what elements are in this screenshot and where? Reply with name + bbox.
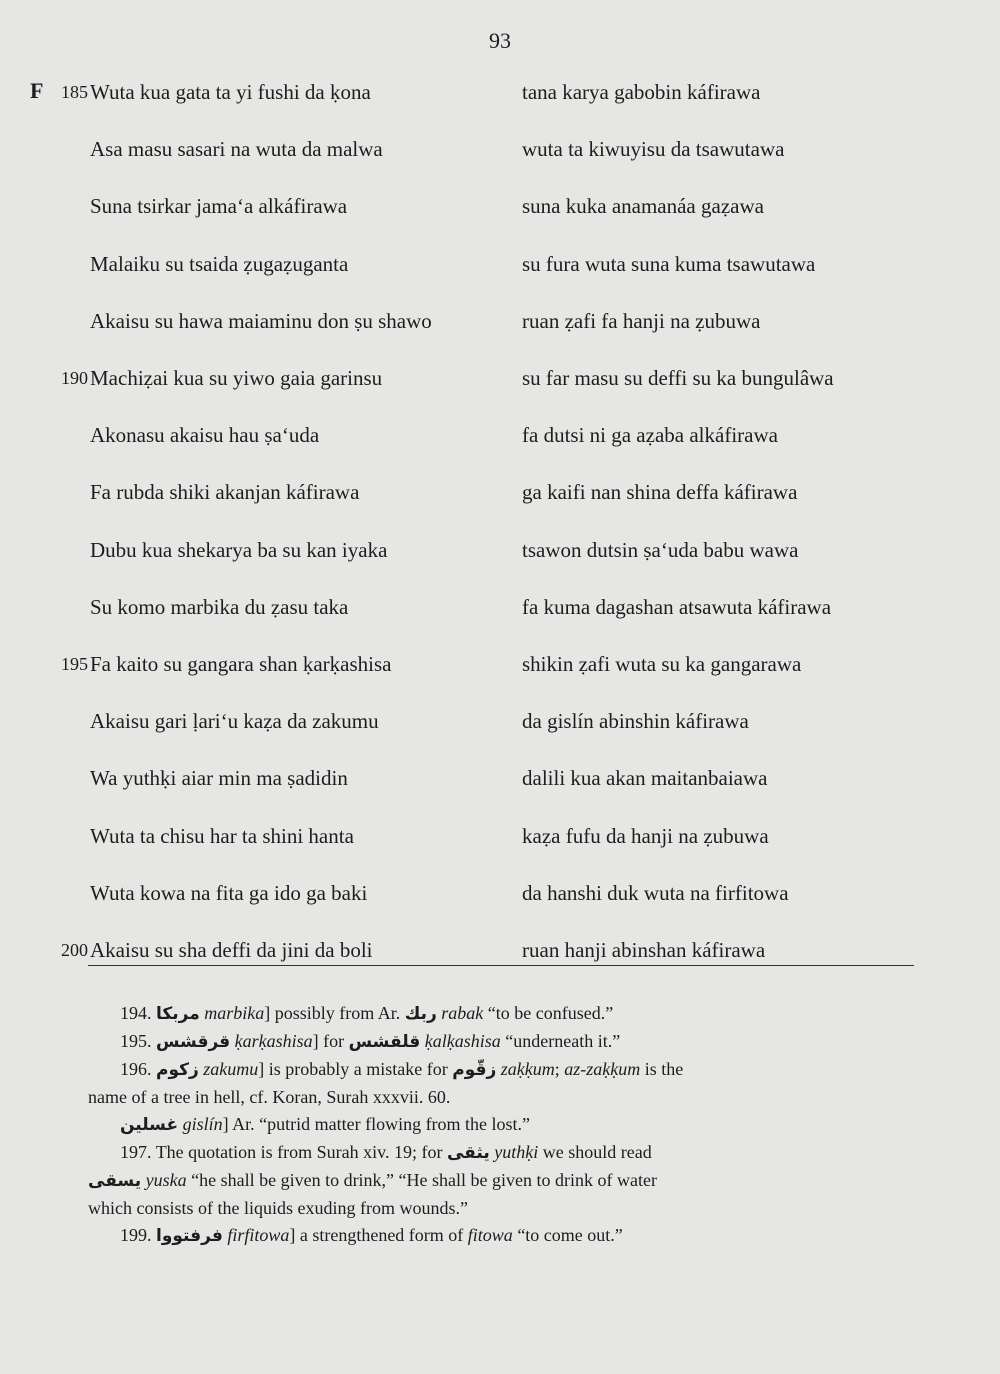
first-hemistich: Akaisu gari ḷariʻu kaẓa da zakumu <box>90 709 379 734</box>
verse-line <box>0 191 1000 221</box>
verse-line <box>0 134 1000 164</box>
footnote-194: 194. مربكا marbika] possibly from Ar. ربك rabak “to be confused.” <box>120 1003 614 1024</box>
verse-line <box>0 649 1000 679</box>
first-hemistich: Su komo marbika du ẓasu taka <box>90 594 349 619</box>
footnote-197-cont: يسقى yuska “he shall be given to drink,” “He shall be given to drink of water <box>88 1170 657 1191</box>
second-hemistich: wuta ta kiwuyisu da tsawutawa <box>522 137 785 162</box>
first-hemistich: Wuta kowa na fita ga ido ga baki <box>90 880 368 905</box>
second-hemistich: tana karya gabobin káfirawa <box>522 80 761 104</box>
first-hemistich: Akonasu akaisu hau ṣaʻuda <box>90 423 320 448</box>
margin-letter: F <box>30 78 44 103</box>
second-hemistich: ga kaifi nan shina deffa káfirawa <box>522 480 798 505</box>
footnote-gislin: غسلين gislín] Ar. “putrid matter flowing from the lost.” <box>120 1114 531 1135</box>
second-hemistich: fa dutsi ni ga aẓaba alkáfirawa <box>522 423 778 448</box>
second-hemistich: ruan ẓafi fa hanji na ẓubuwa <box>522 308 761 333</box>
first-hemistich: Asa masu sasari na wuta da malwa <box>90 137 383 162</box>
verse-line <box>0 763 1000 793</box>
second-hemistich: ruan hanji abinshan káfirawa <box>522 938 766 962</box>
second-hemistich: dalili kua akan maitanbaiawa <box>522 766 768 791</box>
second-hemistich: fa kuma dagashan atsawuta káfirawa <box>522 594 832 619</box>
first-hemistich: Wuta ta chisu har ta shini hanta <box>90 823 354 848</box>
first-hemistich: Fa kaito su gangara shan ḳarḳashisa <box>90 652 392 676</box>
second-hemistich: shikin ẓafi wuta su ka gangarawa <box>522 652 802 676</box>
first-hemistich: Akaisu su hawa maiaminu don ṣu shawo <box>90 308 432 333</box>
line-number: 190 <box>61 368 88 388</box>
first-hemistich: Suna tsirkar jamaʻa alkáfirawa <box>90 194 348 219</box>
verse-line <box>0 477 1000 507</box>
verse-line <box>0 420 1000 450</box>
verse-line <box>0 306 1000 336</box>
second-hemistich: tsawon dutsin ṣaʻuda babu wawa <box>522 537 799 562</box>
verse-line <box>0 592 1000 622</box>
page-number: 93 <box>489 28 511 53</box>
line-number: 195 <box>61 654 88 674</box>
verse-line <box>0 706 1000 736</box>
verse-line <box>0 363 1000 393</box>
first-hemistich: Fa rubda shiki akanjan káfirawa <box>90 480 360 505</box>
line-number: 185 <box>61 82 88 102</box>
footnote-199: 199. فرفتووا firfitowa] a strengthened form of fitowa “to come out.” <box>120 1225 623 1246</box>
first-hemistich: Malaiku su tsaida ẓugaẓuganta <box>90 251 349 276</box>
first-hemistich: Wa yuthḳi aiar min ma ṣadidin <box>90 766 348 791</box>
footnote-divider <box>88 965 914 966</box>
verse-line <box>0 878 1000 908</box>
first-hemistich: Akaisu su sha deffi da jini da boli <box>90 938 373 962</box>
footnote-196: 196. زكوم zakumu] is probably a mistake for زقّوم zaḳḳum; az-zaḳḳum is the <box>120 1059 684 1080</box>
first-hemistich: Wuta kua gata ta yi fushi da ḳona <box>90 80 371 104</box>
second-hemistich: suna kuka anamanáa gaẓawa <box>522 194 764 219</box>
line-number: 200 <box>61 940 88 960</box>
verse-line <box>0 77 1000 107</box>
footnotes <box>88 1000 914 1250</box>
second-hemistich: kaẓa fufu da hanji na ẓubuwa <box>522 823 769 848</box>
second-hemistich: da hanshi duk wuta na firfitowa <box>522 880 789 905</box>
verse-line <box>0 821 1000 851</box>
verse-line <box>0 249 1000 279</box>
verse-line <box>0 935 1000 965</box>
first-hemistich: Machiẓai kua su yiwo gaia garinsu <box>90 366 383 390</box>
second-hemistich: su fura wuta suna kuma tsawutawa <box>522 251 816 276</box>
footnote-196-cont: name of a tree in hell, cf. Koran, Surah xxxvii. 60. <box>88 1087 451 1107</box>
second-hemistich: su far masu su deffi su ka bungulâwa <box>522 366 834 390</box>
verse-line <box>0 535 1000 565</box>
second-hemistich: da gislín abinshin káfirawa <box>522 709 749 734</box>
footnote-197: 197. The quotation is from Surah xiv. 19; for يثقى yuthḳi we should read <box>120 1142 652 1163</box>
footnote-197-cont2: which consists of the liquids exuding from wounds.” <box>88 1198 468 1218</box>
first-hemistich: Dubu kua shekarya ba su kan iyaka <box>90 537 388 562</box>
footnote-195: 195. قرقشس ḳarḳashisa] for قلقشس ḳalḳashisa “underneath it.” <box>120 1031 621 1052</box>
